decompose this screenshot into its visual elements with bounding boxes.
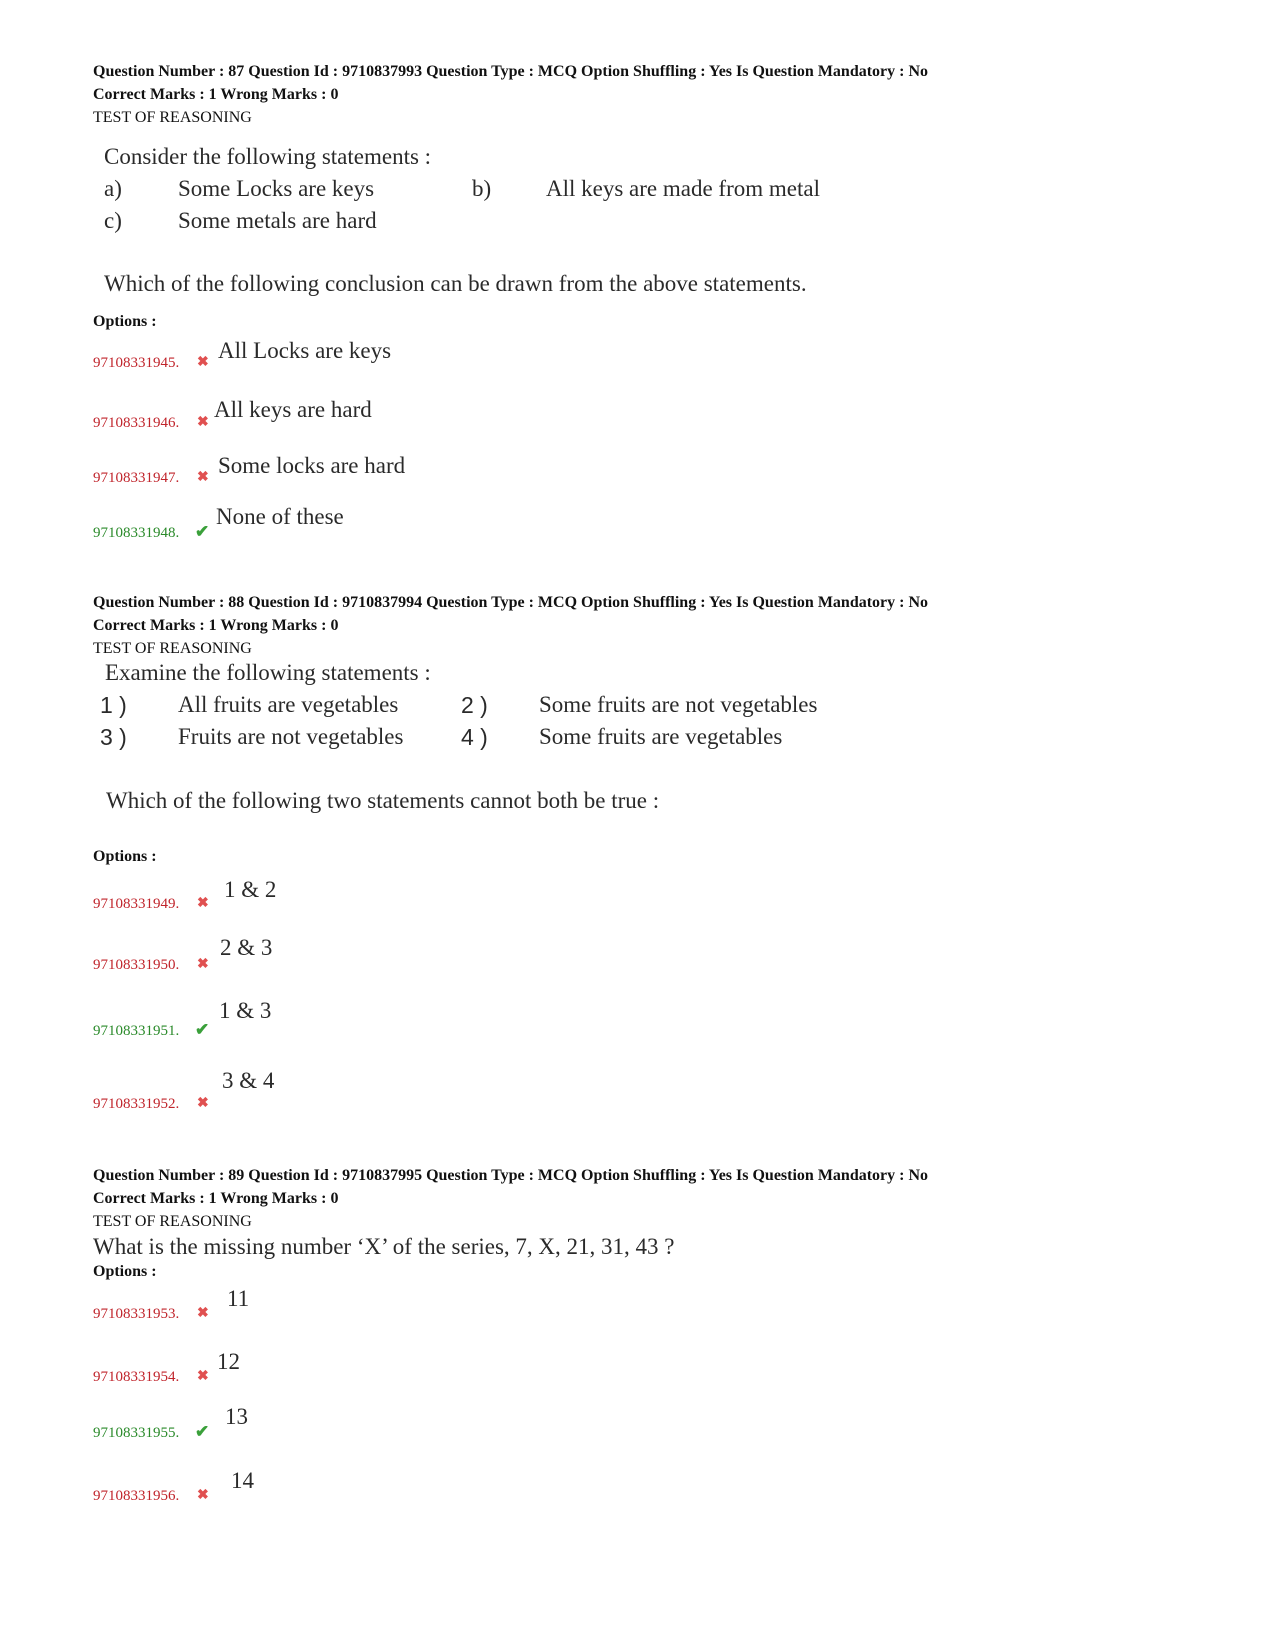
cross-icon: ✖ — [197, 896, 209, 911]
option-text: 2 & 3 — [220, 935, 273, 960]
option-text: 3 & 4 — [222, 1068, 275, 1093]
question-89-header: Question Number : 89 Question Id : 9710837995 Question Type : MCQ Option Shuffling : Yes Is Question Mandatory : No — [93, 1167, 929, 1184]
question-87-text: Which of the following conclusion can be drawn from the above statements. — [104, 271, 807, 296]
statement-label: 3 ) — [100, 724, 127, 750]
check-icon: ✔ — [195, 1020, 210, 1039]
cross-icon: ✖ — [197, 1488, 209, 1503]
check-icon: ✔ — [195, 1422, 210, 1441]
option-text: Some locks are hard — [218, 453, 406, 478]
question-89-marks: Correct Marks : 1 Wrong Marks : 0 — [93, 1190, 339, 1207]
statement-label: 2 ) — [461, 692, 488, 718]
statement-text: Some Locks are keys — [178, 176, 375, 201]
option-id: 97108331956. — [93, 1488, 180, 1504]
statement-label: c) — [104, 208, 122, 233]
option-row[interactable] — [93, 998, 693, 1049]
question-89-section: TEST OF REASONING — [93, 1213, 252, 1230]
question-89-text: What is the missing number ‘X’ of the series, 7, X, 21, 31, 43 ? — [93, 1234, 675, 1259]
cross-icon: ✖ — [197, 415, 209, 430]
option-id: 97108331951. — [93, 1023, 180, 1039]
statement-label: b) — [472, 176, 492, 201]
question-87-options-label: Options : — [93, 313, 157, 330]
statement-text: Some fruits are vegetables — [539, 724, 783, 749]
option-row[interactable] — [93, 1349, 693, 1395]
option-row[interactable] — [93, 935, 693, 982]
cross-icon: ✖ — [197, 957, 209, 972]
statement-label: 1 ) — [100, 692, 127, 718]
option-text: 12 — [217, 1349, 240, 1374]
option-row[interactable] — [93, 1068, 693, 1121]
statement-text: Some fruits are not vegetables — [539, 692, 818, 717]
option-row[interactable] — [93, 1404, 693, 1451]
option-row[interactable] — [93, 504, 693, 552]
question-88-text: Which of the following two statements cannot both be true : — [106, 788, 660, 813]
option-text: 1 & 3 — [219, 998, 272, 1023]
cross-icon: ✖ — [197, 355, 209, 370]
cross-icon: ✖ — [197, 1306, 209, 1321]
question-87-section: TEST OF REASONING — [93, 109, 252, 126]
option-id: 97108331953. — [93, 1306, 180, 1322]
option-text: All Locks are keys — [218, 338, 392, 363]
statement-text: Some metals are hard — [178, 208, 377, 233]
option-text: 14 — [231, 1468, 254, 1493]
check-icon: ✔ — [195, 522, 210, 541]
statement-text: All keys are made from metal — [546, 176, 820, 201]
option-id: 97108331948. — [93, 525, 180, 541]
option-text: 1 & 2 — [224, 877, 277, 902]
question-87-intro: Consider the following statements : — [104, 144, 432, 169]
statement-text: Fruits are not vegetables — [178, 724, 404, 749]
question-88-intro: Examine the following statements : — [105, 660, 431, 685]
question-88-section: TEST OF REASONING — [93, 640, 252, 657]
option-text: 13 — [225, 1404, 248, 1429]
option-id: 97108331949. — [93, 896, 180, 912]
option-row[interactable] — [93, 397, 693, 440]
question-87-marks: Correct Marks : 1 Wrong Marks : 0 — [93, 86, 339, 103]
statement-label: a) — [104, 176, 122, 201]
option-id: 97108331952. — [93, 1096, 180, 1112]
statement-text: All fruits are vegetables — [178, 692, 399, 717]
option-id: 97108331945. — [93, 355, 180, 371]
option-row[interactable] — [93, 877, 693, 921]
option-id: 97108331954. — [93, 1369, 180, 1385]
question-89-options-label: Options : — [93, 1263, 157, 1280]
question-87-header: Question Number : 87 Question Id : 9710837993 Question Type : MCQ Option Shuffling : Yes Is Question Mandatory : No — [93, 63, 929, 80]
option-text: None of these — [216, 504, 344, 529]
question-88-marks: Correct Marks : 1 Wrong Marks : 0 — [93, 617, 339, 634]
option-id: 97108331946. — [93, 415, 180, 431]
option-id: 97108331950. — [93, 957, 180, 973]
option-id: 97108331955. — [93, 1425, 180, 1441]
question-88-options-label: Options : — [93, 848, 157, 865]
cross-icon: ✖ — [197, 470, 209, 485]
cross-icon: ✖ — [197, 1369, 209, 1384]
option-id: 97108331947. — [93, 470, 180, 486]
option-text: 11 — [227, 1286, 250, 1311]
option-text: All keys are hard — [214, 397, 372, 422]
question-88-header: Question Number : 88 Question Id : 9710837994 Question Type : MCQ Option Shuffling : Yes Is Question Mandatory : No — [93, 594, 929, 611]
option-row[interactable] — [93, 453, 693, 496]
statement-label: 4 ) — [461, 724, 488, 750]
option-row[interactable] — [93, 1468, 693, 1514]
option-row[interactable] — [93, 1286, 693, 1332]
option-row[interactable] — [93, 338, 693, 378]
cross-icon: ✖ — [197, 1096, 209, 1111]
